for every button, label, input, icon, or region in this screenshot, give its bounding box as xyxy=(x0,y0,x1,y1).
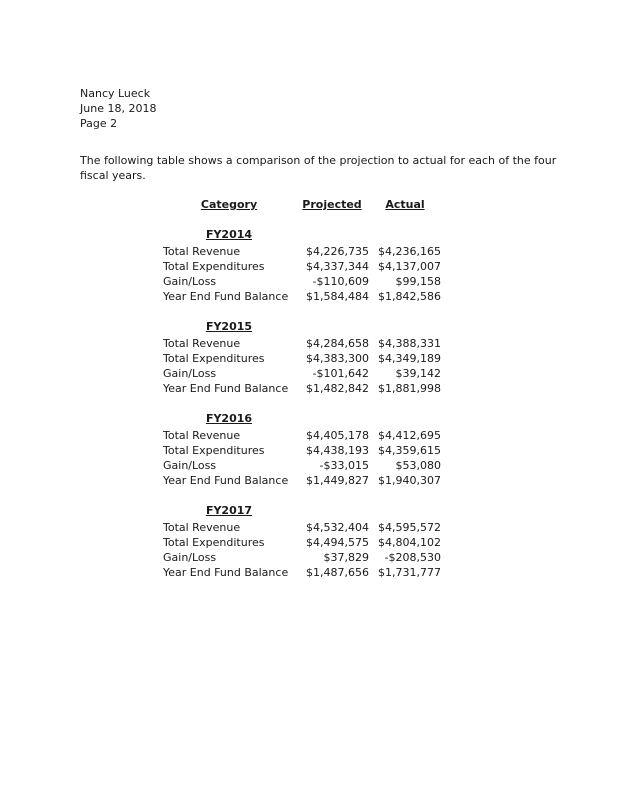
row-label: Gain/Loss xyxy=(163,459,217,472)
table-row xyxy=(163,473,441,488)
row-label: Year End Fund Balance xyxy=(163,474,289,487)
letter-header-block xyxy=(80,86,156,131)
table-row xyxy=(163,244,441,259)
actual-value: $4,388,331 xyxy=(378,337,441,350)
actual-value: $4,236,165 xyxy=(378,245,441,258)
row-label: Total Revenue xyxy=(163,429,241,442)
projected-value: $1,487,656 xyxy=(306,566,369,579)
table-row xyxy=(163,351,441,366)
table-row xyxy=(163,259,441,274)
actual-value: $99,158 xyxy=(395,275,441,288)
row-label: Year End Fund Balance xyxy=(163,290,289,303)
fiscal-year-section xyxy=(163,411,441,488)
row-label: Year End Fund Balance xyxy=(163,382,289,395)
row-label: Total Revenue xyxy=(163,245,241,258)
actual-value: $4,137,007 xyxy=(378,260,441,273)
projected-value: $4,532,404 xyxy=(306,521,369,534)
comparison-table xyxy=(163,197,441,580)
projected-value: $4,494,575 xyxy=(306,536,369,549)
actual-value: $4,412,695 xyxy=(378,429,441,442)
actual-value: $1,731,777 xyxy=(378,566,441,579)
projected-value: $1,482,842 xyxy=(306,382,369,395)
projected-value: $4,383,300 xyxy=(306,352,369,365)
actual-value: $1,842,586 xyxy=(378,290,441,303)
table-row xyxy=(163,336,441,351)
actual-value: $4,595,572 xyxy=(378,521,441,534)
table-row xyxy=(163,565,441,580)
row-label: Year End Fund Balance xyxy=(163,566,289,579)
column-header-actual: Actual xyxy=(385,198,425,211)
column-header-category: Category xyxy=(200,198,258,211)
table-row xyxy=(163,520,441,535)
fiscal-year-title: FY2014 xyxy=(205,228,253,241)
row-label: Total Revenue xyxy=(163,521,241,534)
row-label: Gain/Loss xyxy=(163,275,217,288)
actual-value: $1,881,998 xyxy=(378,382,441,395)
fiscal-year-section xyxy=(163,503,441,580)
projected-value: -$33,015 xyxy=(319,459,369,472)
table-row xyxy=(163,458,441,473)
projected-value: -$101,642 xyxy=(312,367,369,380)
actual-value: $1,940,307 xyxy=(378,474,441,487)
fiscal-year-title: FY2017 xyxy=(205,504,253,517)
intro-paragraph xyxy=(80,153,556,183)
table-row xyxy=(163,535,441,550)
row-label: Total Expenditures xyxy=(163,536,265,549)
recipient-name: Nancy Lueck xyxy=(80,87,151,100)
fiscal-year-section xyxy=(163,319,441,396)
table-row xyxy=(163,289,441,304)
table-row xyxy=(163,443,441,458)
letter-date: June 18, 2018 xyxy=(80,102,157,115)
fiscal-year-title: FY2015 xyxy=(205,320,253,333)
table-row xyxy=(163,274,441,289)
table-row xyxy=(163,428,441,443)
projected-value: $1,584,484 xyxy=(306,290,369,303)
table-row xyxy=(163,366,441,381)
projected-value: $4,226,735 xyxy=(306,245,369,258)
intro-line-1: The following table shows a comparison of the projection to actual for each of the four xyxy=(80,154,557,167)
column-header-projected: Projected xyxy=(302,198,362,211)
projected-value: $4,337,344 xyxy=(306,260,369,273)
intro-line-2: fiscal years. xyxy=(80,169,146,182)
projected-value: -$110,609 xyxy=(312,275,369,288)
fiscal-year-title: FY2016 xyxy=(205,412,253,425)
actual-value: -$208,530 xyxy=(384,551,441,564)
actual-value: $53,080 xyxy=(395,459,441,472)
projected-value: $4,405,178 xyxy=(306,429,369,442)
row-label: Gain/Loss xyxy=(163,367,217,380)
fiscal-year-section xyxy=(163,227,441,304)
actual-value: $4,359,615 xyxy=(378,444,441,457)
actual-value: $4,804,102 xyxy=(378,536,441,549)
projected-value: $4,438,193 xyxy=(306,444,369,457)
table-row xyxy=(163,381,441,396)
page-number-label: Page 2 xyxy=(80,117,118,130)
row-label: Total Revenue xyxy=(163,337,241,350)
projected-value: $1,449,827 xyxy=(306,474,369,487)
row-label: Total Expenditures xyxy=(163,260,265,273)
table-body xyxy=(163,227,441,580)
table-row xyxy=(163,550,441,565)
row-label: Total Expenditures xyxy=(163,444,265,457)
table-header-row xyxy=(163,197,441,212)
row-label: Total Expenditures xyxy=(163,352,265,365)
actual-value: $39,142 xyxy=(395,367,441,380)
actual-value: $4,349,189 xyxy=(378,352,441,365)
row-label: Gain/Loss xyxy=(163,551,217,564)
projected-value: $4,284,658 xyxy=(306,337,369,350)
projected-value: $37,829 xyxy=(323,551,369,564)
